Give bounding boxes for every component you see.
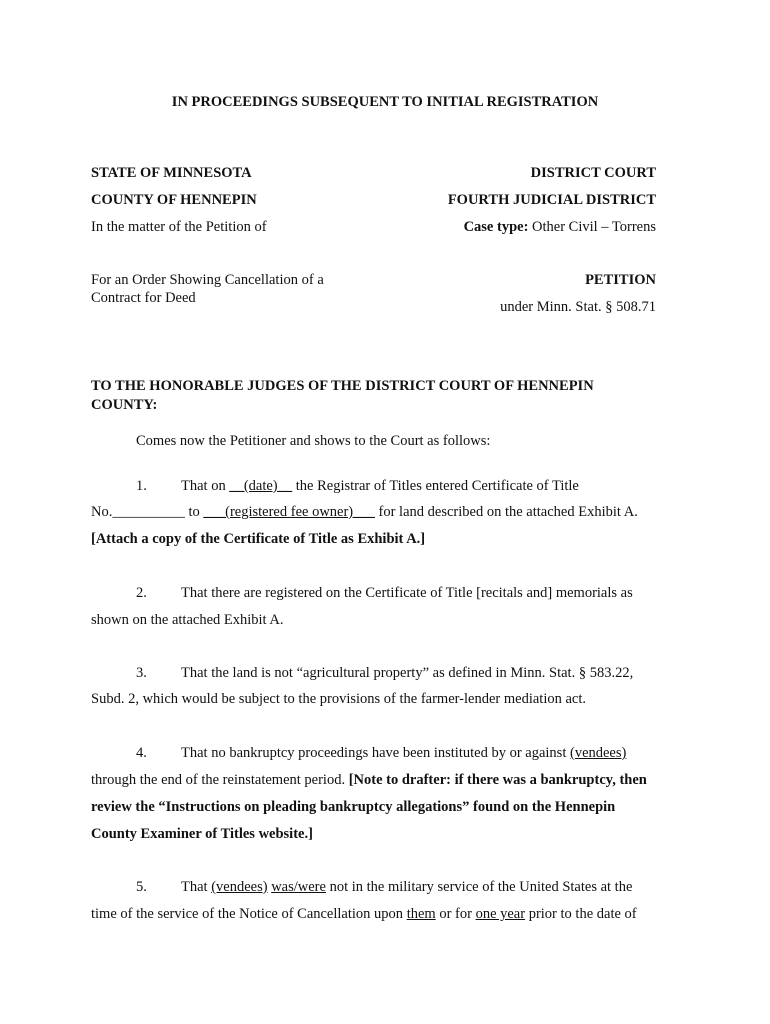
vendees-blank: (vendees) <box>211 879 268 895</box>
text-segment: the Registrar of Titles entered Certificate of Title <box>292 478 579 494</box>
paragraph-2-number: 2. <box>136 585 147 601</box>
text-segment: or for <box>435 906 476 922</box>
paragraph-4-line-2 <box>91 772 647 789</box>
district-label: FOURTH JUDICIAL DISTRICT <box>447 192 656 208</box>
petition-label: PETITION <box>585 272 656 288</box>
paragraph-2-line-1: That there are registered on the Certificate of Title [recitals and] memorials as <box>181 585 633 601</box>
paragraph-3-number: 3. <box>136 665 147 681</box>
paragraph-5-line-2 <box>91 906 637 923</box>
paragraph-4-number: 4. <box>136 745 147 761</box>
paragraph-4-line-4: County Examiner of Titles website.] <box>91 826 313 842</box>
text-segment: time of the service of the Notice of Cancellation upon <box>91 906 407 922</box>
was-were-blank: was/were <box>271 879 326 895</box>
case-type-value: Other Civil – Torrens <box>532 219 656 235</box>
text-segment: That on <box>181 478 230 494</box>
text-segment: for land described on the attached Exhibit A. <box>374 504 638 520</box>
state-label: STATE OF MINNESOTA <box>91 165 252 181</box>
paragraph-1-line-1 <box>181 478 579 495</box>
date-blank: __(date)__ <box>229 478 293 494</box>
paragraph-1-note: [Attach a copy of the Certificate of Title as Exhibit A.] <box>91 531 426 547</box>
paragraph-3-line-1: That the land is not “agricultural property” as defined in Minn. Stat. § 583.22, <box>181 665 634 681</box>
vendees-blank: (vendees) <box>569 745 627 761</box>
paragraph-4-line-1 <box>181 745 626 762</box>
paragraph-4-line-3: review the “Instructions on pleading bankruptcy allegations” found on the Hennepin <box>91 799 616 815</box>
paragraph-1-number: 1. <box>136 478 147 494</box>
salutation-line-2: COUNTY: <box>91 397 158 413</box>
text-segment: That <box>181 879 212 895</box>
salutation-line-1: TO THE HONORABLE JUDGES OF THE DISTRICT COURT OF HENNEPIN <box>91 378 594 394</box>
text-segment: That no bankruptcy proceedings have been instituted by or against <box>181 745 570 761</box>
statute-label: under Minn. Stat. § 508.71 <box>500 299 656 315</box>
paragraph-2-line-2: shown on the attached Exhibit A. <box>91 612 284 628</box>
order-line-1: For an Order Showing Cancellation of a <box>91 272 324 288</box>
document-title: IN PROCEEDINGS SUBSEQUENT TO INITIAL REGISTRATION <box>171 94 599 110</box>
drafter-note: [Note to drafter: if there was a bankruptcy, then <box>348 772 647 788</box>
paragraph-5-number: 5. <box>136 879 147 895</box>
matter-label: In the matter of the Petition of <box>91 219 267 235</box>
paragraph-3-line-2: Subd. 2, which would be subject to the provisions of the farmer-lender mediation act. <box>91 691 587 707</box>
text-segment: through the end of the reinstatement period. <box>91 772 349 788</box>
paragraph-1-line-2 <box>91 504 638 521</box>
text-segment: prior to the date of <box>525 906 637 922</box>
them-blank: them <box>406 906 436 922</box>
case-type <box>464 219 656 236</box>
one-year-blank: one year <box>475 906 526 922</box>
intro-paragraph: Comes now the Petitioner and shows to the Court as follows: <box>136 433 491 449</box>
text-segment: No.__________ to <box>91 504 204 520</box>
county-label: COUNTY OF HENNEPIN <box>91 192 257 208</box>
text-segment: not in the military service of the United States at the <box>325 879 633 895</box>
owner-blank: ___(registered fee owner)___ <box>203 504 375 520</box>
order-line-2: Contract for Deed <box>91 290 196 306</box>
court-label: DISTRICT COURT <box>530 165 656 181</box>
paragraph-5-line-1 <box>181 879 632 896</box>
case-type-label: Case type: <box>463 219 529 235</box>
